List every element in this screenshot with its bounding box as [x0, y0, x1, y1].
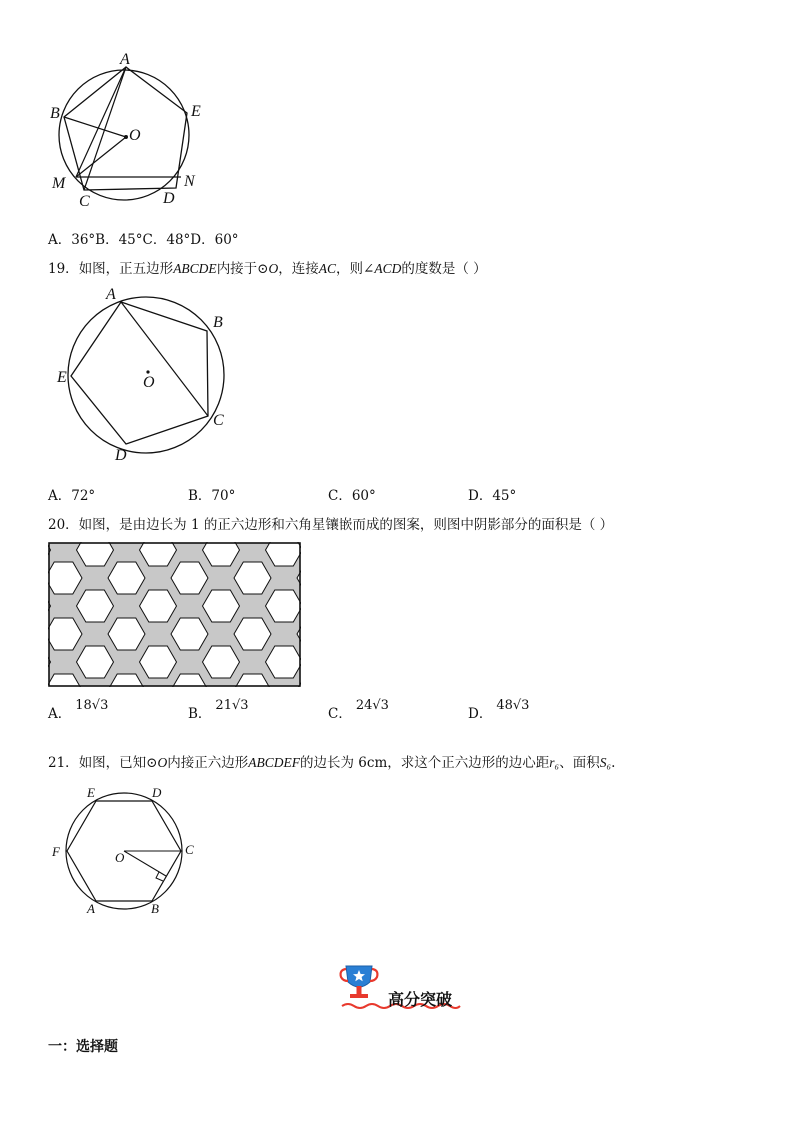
white-hexagon [329, 646, 366, 678]
label-B: B [151, 901, 159, 916]
q20-option-b: B．21√3 [188, 698, 249, 722]
q20-option-c: C．24√3 [328, 698, 389, 722]
label-O: O [115, 850, 125, 865]
label-N: N [184, 173, 195, 190]
white-hexagon [329, 534, 366, 566]
hexagon-in-circle-diagram [0, 0, 220, 920]
section-title: 一：选择题 [48, 1039, 118, 1055]
label-O: O [129, 127, 141, 144]
label-D: D [152, 785, 162, 800]
q20-stem: 20．如图，是由边长为 1 的正六边形和六角星镶嵌而成的图案，则图中阴影部分的面积是（ ） [48, 517, 614, 533]
label-A: A [120, 51, 130, 68]
label-E: E [191, 103, 201, 120]
label-A: A [87, 901, 95, 916]
q19-stem: 19．如图，正五边形ABCDE内接于⊙O，连接AC，则∠ACD的度数是（ ） [48, 261, 487, 277]
label-C: C [185, 842, 194, 857]
q21-stem: 21．如图，已知⊙O内接正六边形ABCDEF的边长为 6cm，求这个正六边形的边心距r₆、面积S₆. [48, 755, 616, 771]
q19-option-b: B．70° [188, 488, 236, 504]
q20-option-a: A．18√3 [48, 698, 109, 722]
q19-option-c: C．60° [328, 488, 376, 504]
q18-options: A．36°B．45°C．48°D．60° [48, 232, 239, 248]
label-C: C [213, 412, 224, 429]
white-hexagon [329, 590, 366, 622]
white-hexagon [297, 618, 334, 650]
label-B: B [213, 314, 223, 331]
q19-option-d: D．45° [468, 488, 517, 504]
label-D: D [115, 447, 127, 464]
label-E: E [87, 785, 95, 800]
label-F: F [52, 844, 60, 859]
label-D: D [163, 190, 175, 207]
white-hexagon [297, 562, 334, 594]
label-C: C [79, 193, 90, 210]
label-O: O [143, 374, 155, 391]
badge-title: 高分突破 [388, 990, 453, 1009]
q20-option-d: D．48√3 [468, 698, 530, 722]
label-A: A [106, 286, 116, 303]
label-M: M [52, 175, 66, 192]
label-E: E [57, 369, 67, 386]
q19-option-a: A．72° [48, 488, 96, 504]
label-B: B [50, 105, 60, 122]
